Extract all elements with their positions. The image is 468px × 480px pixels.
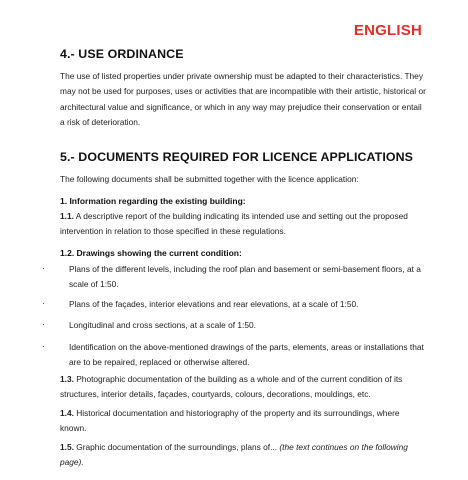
item-1-5-number: 1.5. <box>60 442 74 452</box>
bullet-marker: · <box>42 319 45 329</box>
item-1-3-text: Photographic documentation of the building as a whole and of the current condition of its structures, interior details, façades, courtyards, colours, decorations, mouldings, etc. <box>60 374 403 400</box>
section-5-title: 5.- DOCUMENTS REQUIRED FOR LICENCE APPLICATIONS <box>60 150 414 164</box>
item-1-3-number: 1.3. <box>60 374 74 384</box>
item-1-4-text: Historical documentation and historiography of the property and its surroundings, where known. <box>60 408 400 434</box>
item-1-5-text: Graphic documentation of the surroundings, plans of... <box>73 442 280 452</box>
language-label: ENGLISH <box>353 22 422 39</box>
item-1-4-number: 1.4. <box>60 408 74 418</box>
bullet-item: Plans of the different levels, including the roof plan and basement or semi-basement floors, at a scale of 1:50. <box>69 264 421 290</box>
item-1-2-heading: 1.2. Drawings showing the current condition: <box>60 248 242 258</box>
section-4-body: The use of listed properties under private ownership must be adapted to their characteristics. They may not be used for purposes, uses or activities that are incompatible with their artistic, historical or architectural value and significance, or which in any way may prejudice their conservation or entail a risk of deterioration. <box>60 71 426 128</box>
section-5-intro: The following documents shall be submitted together with the licence application: <box>60 174 359 184</box>
bullet-item: Identification on the above-mentioned drawings of the parts, elements, areas or installations that are to be repaired, replaced or otherwise altered. <box>69 342 424 368</box>
item-1-heading: 1. Information regarding the existing building: <box>60 196 246 206</box>
item-1-3 <box>60 372 426 403</box>
item-1-1-number: 1.1. <box>60 211 74 221</box>
bullet-item: Longitudinal and cross sections, at a scale of 1:50. <box>69 320 256 330</box>
bullet-marker: · <box>42 298 45 308</box>
item-1-1-text: A descriptive report of the building indicating its intended use and setting out the proposed intervention in relation to those specified in these regulations. <box>60 211 408 237</box>
bullet-marker: · <box>42 341 45 351</box>
item-1-4 <box>60 406 426 437</box>
bullet-item: Plans of the façades, interior elevations and rear elevations, at a scale of 1:50. <box>69 299 359 309</box>
item-1-5-continuation-note: (the text continues on the following page). <box>60 442 408 468</box>
item-1-1 <box>60 209 426 240</box>
section-4-title: 4.- USE ORDINANCE <box>60 47 184 61</box>
item-1-5 <box>60 440 426 471</box>
bullet-marker: · <box>42 263 45 273</box>
